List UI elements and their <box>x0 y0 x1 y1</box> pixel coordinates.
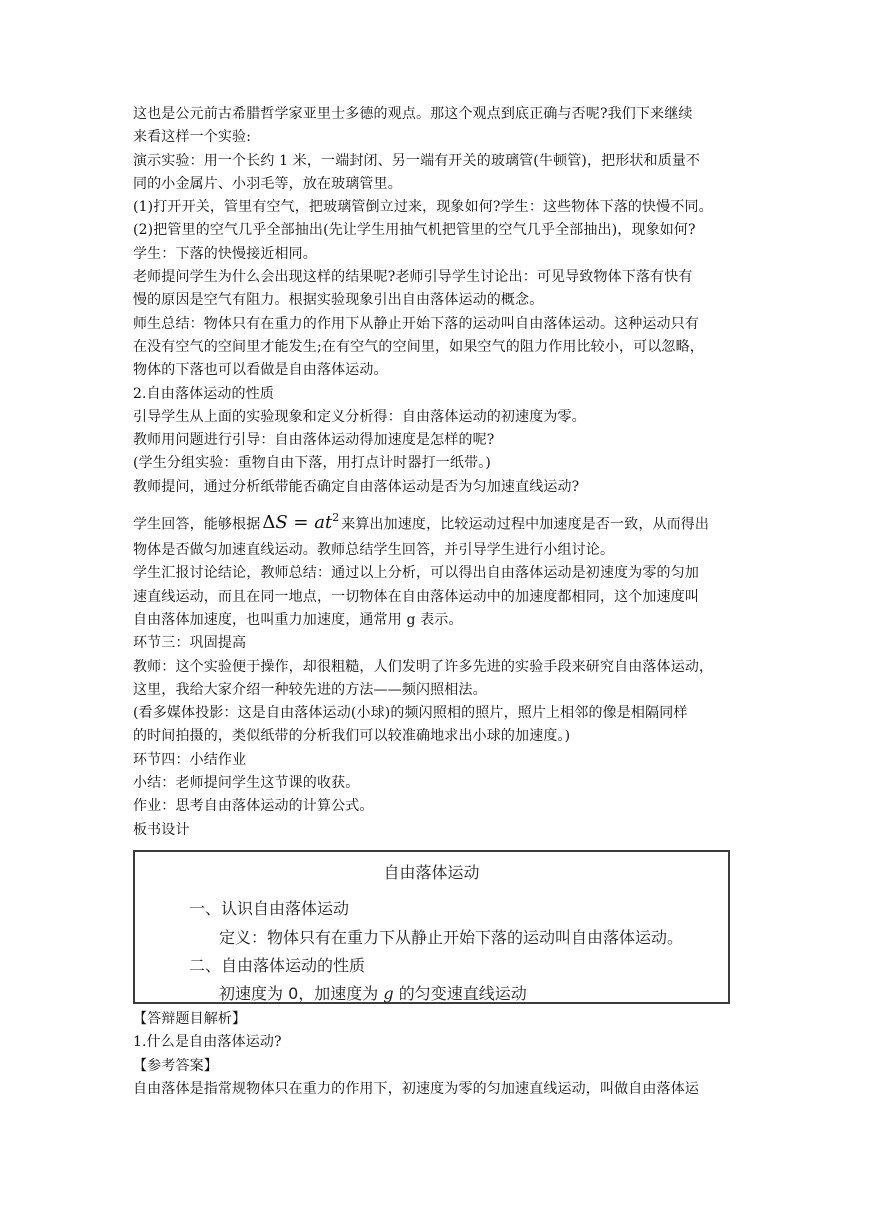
text-line: (2)把管里的空气几乎全部抽出(先让学生用抽气机把管里的空气几乎全部抽出)，现象如何? <box>133 222 696 239</box>
text-line: (1)打开开关，管里有空气，把玻璃管倒立过来，现象如何?学生：这些物体下落的快慢不同。 <box>133 199 713 216</box>
text-line: 教师：这个实验便于操作，却很粗糙，人们发明了许多先进的实验手段来研究自由落体运动， <box>133 658 714 675</box>
text-line: 教师用问题进行引导：自由落体运动得加速度是怎样的呢? <box>133 432 495 449</box>
text-line: 速直线运动，而且在同一地点，一切物体在自由落体运动中的加速度都相同，这个加速度叫 <box>133 588 699 605</box>
formula-delta: Δ <box>262 512 276 534</box>
section-heading: 环节三：巩固提高 <box>133 635 247 652</box>
text-line: 师生总结：物体只有在重力的作用下从静止开始下落的运动叫自由落体运动。这种运动只有 <box>133 315 699 332</box>
board-property <box>219 981 527 1004</box>
text-line: 来看这样一个实验: <box>133 129 252 146</box>
answer-line: 自由落体是指常规物体只在重力的作用下，初速度为零的匀加速直线运动，叫做自由落体运 <box>133 1080 699 1097</box>
section-heading: 【参考答案】 <box>133 1057 218 1074</box>
text-line: 演示实验：用一个长约 1 米，一端封闭、另一端有开关的玻璃管(牛顿管)，把形状和质量不 <box>133 152 701 169</box>
formula-line-prefix: 学生回答，能够根据 <box>133 516 261 533</box>
text-line: 的时间拍摄的，类似纸带的分析我们可以较准确地求出小球的加速度。) <box>133 728 571 745</box>
text-line: 慢的原因是空气有阻力。根据实验现象引出自由落体运动的概念。 <box>133 292 544 309</box>
formula-exponent: 2 <box>332 511 340 525</box>
paragraph-block-2 <box>133 539 736 842</box>
board-definition: 定义：物体只有在重力下从静止开始下落的运动叫自由落体运动。 <box>219 927 684 947</box>
text-line: (看多媒体投影：这是自由落体运动(小球)的频闪照相的照片，照片上相邻的像是相隔同样 <box>133 705 688 722</box>
text-line: 小结：老师提问学生这节课的收获。 <box>133 775 360 792</box>
text-line: (学生分组实验：重物自由下落，用打点计时器打一纸带。) <box>133 455 491 472</box>
formula-body: S = at <box>275 512 333 534</box>
section-heading: 【答辩题目解析】 <box>133 1010 247 1027</box>
text-line: 物体是否做匀加速直线运动。教师总结学生回答，并引导学生进行小组讨论。 <box>133 542 615 559</box>
text-line: 作业：思考自由落体运动的计算公式。 <box>133 798 374 815</box>
section-heading: 环节四：小结作业 <box>133 751 247 768</box>
blackboard-design-box <box>133 850 730 1004</box>
formula-line <box>133 505 736 539</box>
text-line: 学生汇报讨论结论，教师总结：通过以上分析，可以得出自由落体运动是初速度为零的匀加 <box>133 565 699 582</box>
formula-line-suffix: 来算出加速度，比较运动过程中加速度是否一致，从而得出 <box>341 516 710 533</box>
text-line: 引导学生从上面的实验现象和定义分析得：自由落体运动的初速度为零。 <box>133 408 586 425</box>
text-line: 在没有空气的空间里才能发生;在有空气的空间里，如果空气的阻力作用比较小，可以忽略， <box>133 338 704 355</box>
document-body <box>133 103 736 1101</box>
board-property-end: 的匀变速直线运动 <box>393 983 527 1003</box>
text-line: 这也是公元前古希腊哲学家亚里士多德的观点。那这个观点到底正确与否呢?我们下来继续 <box>133 106 693 122</box>
paragraph-block-3 <box>133 1008 736 1101</box>
text-line: 老师提问学生为什么会出现这样的结果呢?老师引导学生讨论出：可见导致物体下落有快有 <box>133 269 693 286</box>
acceleration-formula <box>262 501 339 540</box>
board-property-g: g <box>383 983 394 1003</box>
text-line: 学生：下落的快慢接近相同。 <box>133 245 317 262</box>
text-line: 这里，我给大家介绍一种较先进的方法——频闪照相法。 <box>133 681 487 698</box>
board-title: 自由落体运动 <box>383 862 480 882</box>
section-heading: 板书设计 <box>133 821 190 838</box>
text-line: 自由落体加速度，也叫重力加速度，通常用 g 表示。 <box>133 611 463 628</box>
question-line: 1.什么是自由落体运动? <box>133 1034 282 1051</box>
paragraph-block-1 <box>133 103 736 499</box>
text-line: 教师提问，通过分析纸带能否确定自由落体运动是否为匀加速直线运动? <box>133 478 580 495</box>
section-heading: 2.自由落体运动的性质 <box>133 385 275 402</box>
text-line: 物体的下落也可以看做是自由落体运动。 <box>133 362 388 379</box>
board-property-start: 初速度为 0，加速度为 <box>219 983 384 1003</box>
text-line: 同的小金属片、小羽毛等，放在玻璃管里。 <box>133 175 402 192</box>
board-section-2: 二、自由落体运动的性质 <box>189 955 366 975</box>
board-section-1: 一、认识自由落体运动 <box>189 898 350 918</box>
